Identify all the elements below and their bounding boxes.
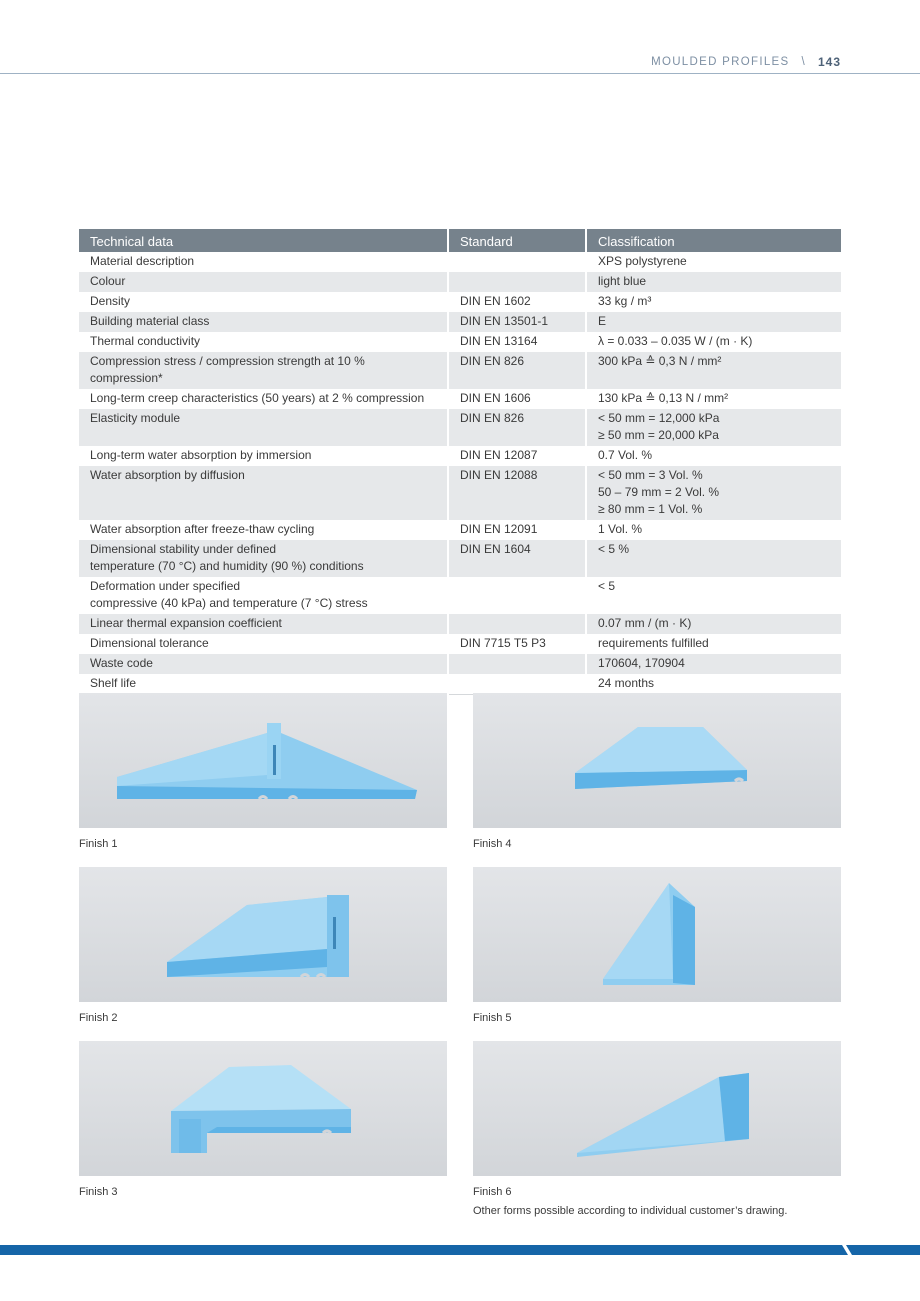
table-row xyxy=(79,466,841,520)
standard-cell: DIN EN 12091 xyxy=(448,520,586,540)
page-number: 143 xyxy=(817,55,841,69)
property-line: Shelf life xyxy=(90,676,137,690)
classification-line: < 5 % xyxy=(598,542,630,556)
standard-cell xyxy=(448,654,586,674)
custom-forms-note: Other forms possible according to individual customer’s drawing. xyxy=(473,1205,788,1217)
standard-cell: DIN EN 12088 xyxy=(448,466,586,520)
classification-line: 1 Vol. % xyxy=(598,522,643,536)
property-cell xyxy=(79,520,448,540)
classification-line: 170604, 170904 xyxy=(598,656,685,670)
section-title: MOULDED PROFILES xyxy=(651,56,790,68)
classification-line: 300 kPa ≙ 0,3 N / mm² xyxy=(598,354,722,368)
table-row xyxy=(79,409,841,446)
footer-accent-bar xyxy=(0,1245,920,1255)
property-cell xyxy=(79,614,448,634)
classification-line: < 5 xyxy=(598,579,616,593)
classification-line: < 50 mm = 12,000 kPa xyxy=(598,411,720,425)
table-row xyxy=(79,520,841,540)
classification-cell xyxy=(586,352,841,389)
standard-cell: DIN EN 13164 xyxy=(448,332,586,352)
classification-line: λ = 0.033 – 0.035 W / (m · K) xyxy=(598,334,753,348)
table-row xyxy=(79,614,841,634)
classification-line: 33 kg / m³ xyxy=(598,294,652,308)
column-header-technical-data: Technical data xyxy=(79,229,448,252)
table-row xyxy=(79,352,841,389)
table-row xyxy=(79,272,841,292)
finish-6-caption: Finish 6 xyxy=(473,1186,512,1198)
property-cell xyxy=(79,312,448,332)
classification-cell xyxy=(586,446,841,466)
running-header xyxy=(651,55,841,69)
classification-cell xyxy=(586,654,841,674)
standard-cell xyxy=(448,272,586,292)
profile-finish-3-shape xyxy=(79,1041,447,1176)
standard-cell: DIN EN 826 xyxy=(448,409,586,446)
standard-cell xyxy=(448,614,586,634)
classification-cell xyxy=(586,252,841,272)
column-header-classification: Classification xyxy=(586,229,841,252)
finish-3-caption: Finish 3 xyxy=(79,1186,118,1198)
property-line: temperature (70 °C) and humidity (90 %) conditions xyxy=(90,559,364,573)
property-cell xyxy=(79,272,448,292)
table-row xyxy=(79,654,841,674)
classification-line: light blue xyxy=(598,274,647,288)
standard-cell: DIN 7715 T5 P3 xyxy=(448,634,586,654)
finish-5-caption: Finish 5 xyxy=(473,1012,512,1024)
property-line: Elasticity module xyxy=(90,411,181,425)
table-row xyxy=(79,674,841,695)
classification-cell xyxy=(586,409,841,446)
classification-cell xyxy=(586,577,841,614)
property-line: Dimensional tolerance xyxy=(90,636,209,650)
classification-cell xyxy=(586,634,841,654)
classification-line: E xyxy=(598,314,607,328)
classification-line: requirements fulfilled xyxy=(598,636,709,650)
header-rule xyxy=(0,73,920,74)
finish-1-figure xyxy=(79,693,447,850)
property-cell xyxy=(79,252,448,272)
classification-line: XPS polystyrene xyxy=(598,254,687,268)
classification-cell xyxy=(586,466,841,520)
finish-5-image xyxy=(473,867,841,1002)
standard-cell xyxy=(448,577,586,614)
property-cell xyxy=(79,654,448,674)
standard-cell: DIN EN 826 xyxy=(448,352,586,389)
property-cell xyxy=(79,540,448,577)
classification-line: 0.7 Vol. % xyxy=(598,448,653,462)
property-cell xyxy=(79,332,448,352)
finish-5-figure xyxy=(473,867,841,1024)
finish-4-caption: Finish 4 xyxy=(473,838,512,850)
property-cell xyxy=(79,466,448,520)
property-line: Compression stress / compression strength at 10 % compression* xyxy=(90,354,365,385)
finish-2-figure xyxy=(79,867,447,1024)
table-row xyxy=(79,292,841,312)
table-row xyxy=(79,577,841,614)
property-line: Deformation under specified xyxy=(90,579,241,593)
classification-line: 24 months xyxy=(598,676,655,690)
column-header-standard: Standard xyxy=(448,229,586,252)
technical-data-table xyxy=(79,229,841,695)
classification-line: 50 – 79 mm = 2 Vol. % xyxy=(598,485,720,499)
property-line: Dimensional stability under defined xyxy=(90,542,277,556)
property-line: Density xyxy=(90,294,131,308)
table-row xyxy=(79,252,841,272)
classification-cell xyxy=(586,389,841,409)
finish-6-image xyxy=(473,1041,841,1176)
classification-cell xyxy=(586,674,841,695)
standard-cell: DIN EN 13501-1 xyxy=(448,312,586,332)
profile-finish-2-shape xyxy=(79,867,447,1002)
profile-finish-4-shape xyxy=(473,693,841,828)
property-cell xyxy=(79,389,448,409)
property-cell xyxy=(79,409,448,446)
classification-cell xyxy=(586,520,841,540)
property-cell xyxy=(79,292,448,312)
standard-cell xyxy=(448,674,586,695)
property-cell xyxy=(79,352,448,389)
property-line: Water absorption by diffusion xyxy=(90,468,245,482)
classification-line: ≥ 80 mm = 1 Vol. % xyxy=(598,502,703,516)
property-line: Long-term creep characteristics (50 years) at 2 % compression xyxy=(90,391,425,405)
table-row xyxy=(79,332,841,352)
property-line: Linear thermal expansion coefficient xyxy=(90,616,282,630)
table-row xyxy=(79,446,841,466)
finish-1-image xyxy=(79,693,447,828)
table-row xyxy=(79,389,841,409)
finish-4-image xyxy=(473,693,841,828)
table-row xyxy=(79,312,841,332)
classification-line: ≥ 50 mm = 20,000 kPa xyxy=(598,428,719,442)
table-body xyxy=(79,252,841,695)
finish-6-figure xyxy=(473,1041,841,1198)
table-header-row xyxy=(79,229,841,252)
classification-cell xyxy=(586,272,841,292)
property-cell xyxy=(79,634,448,654)
standard-cell: DIN EN 1606 xyxy=(448,389,586,409)
footer-notch-decoration xyxy=(842,1245,852,1255)
finish-3-figure xyxy=(79,1041,447,1198)
classification-line: 0.07 mm / (m · K) xyxy=(598,616,692,630)
profile-finish-6-shape xyxy=(473,1041,841,1176)
classification-line: 130 kPa ≙ 0,13 N / mm² xyxy=(598,391,729,405)
finish-2-image xyxy=(79,867,447,1002)
finish-1-caption: Finish 1 xyxy=(79,838,118,850)
property-line: compressive (40 kPa) and temperature (7 °C) stress xyxy=(90,596,368,610)
classification-line: < 50 mm = 3 Vol. % xyxy=(598,468,703,482)
finish-3-image xyxy=(79,1041,447,1176)
property-cell xyxy=(79,674,448,695)
header-separator: \ xyxy=(801,56,806,68)
property-line: Long-term water absorption by immersion xyxy=(90,448,312,462)
standard-cell: DIN EN 12087 xyxy=(448,446,586,466)
property-line: Water absorption after freeze-thaw cycling xyxy=(90,522,315,536)
classification-cell xyxy=(586,312,841,332)
property-line: Thermal conductivity xyxy=(90,334,201,348)
finish-2-caption: Finish 2 xyxy=(79,1012,118,1024)
profile-finish-5-shape xyxy=(473,867,841,1002)
property-cell xyxy=(79,577,448,614)
standard-cell: DIN EN 1602 xyxy=(448,292,586,312)
classification-cell xyxy=(586,614,841,634)
property-line: Colour xyxy=(90,274,126,288)
classification-cell xyxy=(586,292,841,312)
profile-finish-1-shape xyxy=(79,693,447,828)
classification-cell xyxy=(586,540,841,577)
standard-cell: DIN EN 1604 xyxy=(448,540,586,577)
property-line: Waste code xyxy=(90,656,153,670)
table-row xyxy=(79,634,841,654)
property-line: Material description xyxy=(90,254,195,268)
finish-4-figure xyxy=(473,693,841,850)
standard-cell xyxy=(448,252,586,272)
property-cell xyxy=(79,446,448,466)
property-line: Building material class xyxy=(90,314,210,328)
table-row xyxy=(79,540,841,577)
classification-cell xyxy=(586,332,841,352)
